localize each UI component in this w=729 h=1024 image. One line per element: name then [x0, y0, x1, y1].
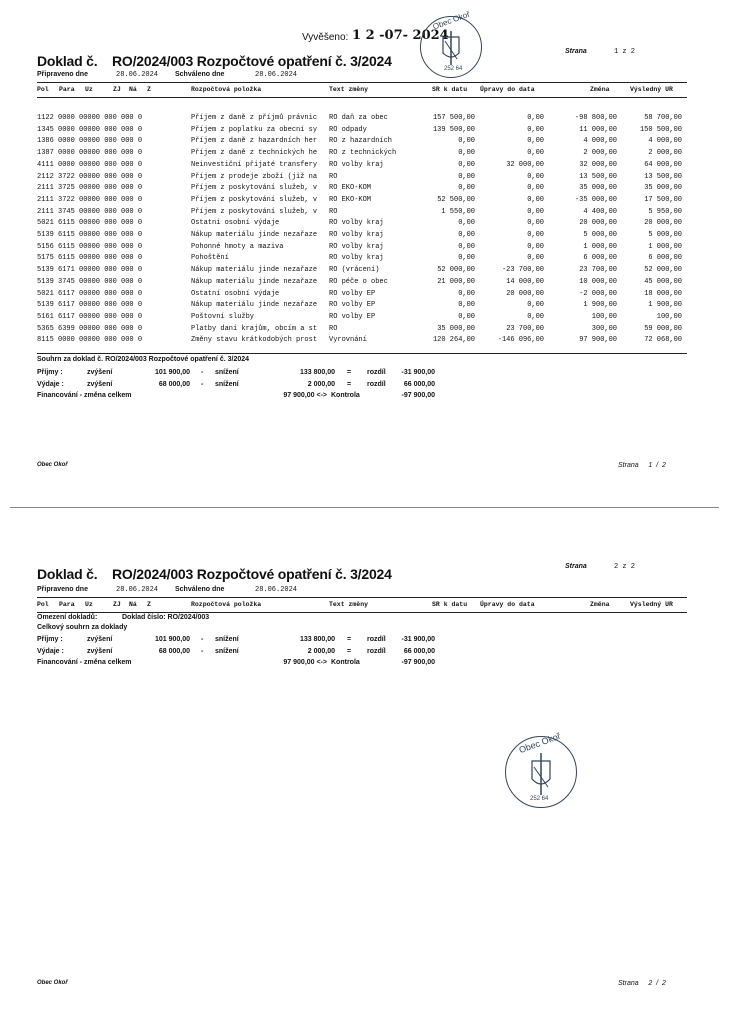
cell-zmena: 4 400,00 — [583, 207, 617, 216]
col-pol: Pol — [37, 601, 49, 608]
cell-zmena: 97 900,00 — [579, 336, 617, 345]
vydaje-rozdil-value: 66 000,00 — [403, 647, 435, 655]
summary-row — [37, 368, 457, 378]
cell-codes: 5021 6117 00000 000 000 0 — [37, 289, 143, 298]
cell-text-zmeny: RO (vrácení) — [329, 266, 380, 275]
table-row — [37, 136, 687, 146]
minus-sign: - — [201, 647, 204, 655]
cell-polozka: Příjem z poplatku za obecní sy — [191, 125, 318, 134]
financovani-value: 97 900,00 <-> — [283, 392, 327, 399]
page1-strana-value: 1 z 2 — [614, 48, 636, 56]
page1-table-header — [37, 86, 687, 96]
cell-sr-k-datu: 120 264,00 — [432, 336, 475, 345]
table-row — [37, 242, 687, 252]
cell-sr-k-datu: 0,00 — [458, 160, 475, 169]
cell-vysledny: 6 000,00 — [648, 254, 682, 263]
col-zmena: Změna — [590, 601, 610, 608]
cell-codes: 8115 0000 00000 000 000 0 — [37, 336, 143, 345]
col-na: Ná — [129, 601, 137, 608]
col-vysledny: Výsledný UR — [630, 86, 673, 93]
cell-sr-k-datu: 0,00 — [458, 149, 475, 158]
cell-sr-k-datu: 0,00 — [458, 172, 475, 181]
prijmy-label: Příjmy : — [37, 636, 63, 643]
cell-zmena: 23 700,00 — [579, 266, 617, 275]
cell-text-zmeny: RO — [329, 324, 338, 333]
cell-text-zmeny: RO EKO-KOM — [329, 195, 372, 204]
page2-approved-date: 28.06.2024 — [255, 586, 298, 594]
cell-vysledny: 18 000,00 — [644, 289, 682, 298]
cell-sr-k-datu: 157 500,00 — [432, 114, 475, 122]
table-row — [37, 312, 687, 322]
cell-codes: 2111 3722 00000 000 000 0 — [37, 195, 143, 204]
minus-sign: - — [201, 636, 204, 643]
table-row — [37, 195, 687, 205]
cell-upravy: 0,00 — [527, 301, 544, 310]
cell-sr-k-datu: 0,00 — [458, 289, 475, 298]
cell-vysledny: 13 500,00 — [644, 172, 682, 181]
prijmy-rozdil-value: -31 900,00 — [401, 636, 435, 643]
cell-text-zmeny: Vyrovnání — [329, 336, 367, 345]
cell-polozka: Nákup materiálu jinde nezařaze — [191, 301, 318, 310]
cell-codes: 2111 3725 00000 000 000 0 — [37, 184, 143, 193]
cell-text-zmeny: RO volby kraj — [329, 254, 384, 263]
cell-zmena: 10 000,00 — [579, 277, 617, 286]
page2-prepared-date: 28.06.2024 — [116, 586, 159, 594]
page2-omezeni-value: Doklad číslo: RO/2024/003 — [122, 614, 210, 621]
page1-approved-date: 28.06.2024 — [255, 71, 298, 79]
cell-sr-k-datu: 0,00 — [458, 137, 475, 146]
cell-codes: 2112 3722 00000 000 000 0 — [37, 172, 143, 181]
page2-footer-left: Obec Okoř — [37, 980, 68, 986]
col-sr-k-datu: SR k datu — [432, 86, 468, 93]
cell-upravy: 0,00 — [527, 195, 544, 204]
page1-summary-title: Souhrn za doklad č. RO/2024/003 Rozpočtové opatření č. 3/2024 — [37, 356, 250, 363]
page2-celkovy-souhrn: Celkový souhrn za doklady — [37, 624, 128, 631]
cell-codes: 4111 0000 00000 000 000 0 — [37, 160, 143, 169]
page2-omezeni-label: Omezení dokladů: — [37, 614, 98, 621]
cell-upravy: 0,00 — [527, 137, 544, 146]
equals-sign: = — [347, 636, 352, 643]
col-zmena: Změna — [590, 86, 610, 93]
cell-zmena: -2 000,00 — [579, 289, 617, 298]
cell-vysledny: 72 068,00 — [644, 336, 682, 345]
cell-zmena: 100,00 — [591, 312, 617, 321]
col-zj: ZJ — [113, 601, 121, 608]
table-row — [37, 335, 687, 345]
cell-vysledny: 17 500,00 — [644, 195, 682, 204]
table-row — [37, 113, 687, 123]
cell-codes: 5139 6117 00000 000 000 0 — [37, 301, 143, 310]
cell-codes: 5161 6117 00000 000 000 0 — [37, 312, 143, 321]
equals-sign: = — [347, 380, 352, 388]
kontrola-value: -97 900,00 — [401, 659, 435, 666]
stamp-code-text: 252 64 — [444, 66, 463, 72]
col-para: Para — [59, 86, 75, 93]
equals-sign: = — [347, 647, 352, 655]
prijmy-zvyseni-value: 101 900,00 — [154, 369, 190, 376]
cell-sr-k-datu: 139 500,00 — [432, 125, 475, 134]
cell-sr-k-datu: 0,00 — [458, 242, 475, 251]
table-row — [37, 207, 687, 217]
cell-polozka: Nákup materiálu jinde nezařaze — [191, 266, 318, 275]
cell-upravy: 0,00 — [527, 125, 544, 134]
vydaje-rozdil-label: rozdíl — [367, 647, 386, 655]
summary-row — [37, 635, 457, 645]
col-na: Ná — [129, 86, 137, 93]
stamp-top-text: Obec Okoř — [431, 9, 472, 32]
table-row — [37, 160, 687, 170]
page2-title: RO/2024/003 Rozpočtové opatření č. 3/2024 — [112, 566, 392, 582]
cell-polozka: Příjem z poskytování služeb, v — [191, 195, 318, 204]
cell-polozka: Příjem z daně z technických he — [191, 149, 318, 158]
col-uz: Uz — [85, 601, 93, 608]
financovani-label: Financování - změna celkem — [37, 392, 132, 399]
cell-vysledny: 4 000,00 — [648, 137, 682, 146]
cell-vysledny: 5 000,00 — [648, 231, 682, 239]
prijmy-zvyseni-value: 101 900,00 — [154, 636, 190, 643]
cell-zmena: 6 000,00 — [583, 254, 617, 263]
cell-text-zmeny: RO — [329, 207, 338, 216]
page2-table-header — [37, 601, 687, 611]
vydaje-zvyseni-label: zvýšení — [87, 380, 113, 388]
cell-sr-k-datu: 52 500,00 — [437, 195, 475, 204]
table-row — [37, 277, 687, 287]
cell-upravy: 0,00 — [527, 312, 544, 321]
cell-text-zmeny: RO odpady — [329, 125, 367, 134]
cell-text-zmeny: RO EKO-KOM — [329, 184, 372, 193]
prijmy-zvyseni-label: zvýšení — [87, 636, 113, 643]
cell-sr-k-datu: 21 000,00 — [437, 277, 475, 286]
cell-text-zmeny: RO péče o obec — [329, 277, 388, 286]
cell-vysledny: 45 000,00 — [644, 277, 682, 286]
col-rozpoctova-polozka: Rozpočtová položka — [191, 86, 262, 93]
kontrola-label: Kontrola — [331, 659, 360, 666]
cell-text-zmeny: RO volby kraj — [329, 219, 384, 228]
cell-polozka: Příjem z poskytování služeb, v — [191, 184, 318, 193]
cell-vysledny: 100,00 — [656, 312, 682, 321]
cell-codes: 1345 0000 00000 000 000 0 — [37, 125, 143, 134]
col-sr-k-datu: SR k datu — [432, 601, 468, 608]
cell-upravy: 0,00 — [527, 207, 544, 216]
stamp-2-code-text: 252 64 — [530, 796, 549, 802]
table-row — [37, 172, 687, 182]
vydaje-snizeni-label: snížení — [215, 647, 239, 655]
financovani-value: 97 900,00 <-> — [283, 659, 327, 666]
financovani-label: Financování - změna celkem — [37, 659, 132, 666]
cell-codes: 5175 6115 00000 000 000 0 — [37, 254, 143, 263]
cell-polozka: Pohoštění — [191, 254, 229, 263]
cell-upravy: 0,00 — [527, 172, 544, 181]
cell-upravy: 0,00 — [527, 149, 544, 158]
cell-zmena: 35 000,00 — [579, 184, 617, 193]
cell-text-zmeny: RO volby EP — [329, 312, 376, 321]
cell-upravy: 0,00 — [527, 231, 544, 239]
cell-codes: 5021 6115 00000 000 000 0 — [37, 219, 143, 228]
cell-codes: 5139 3745 00000 000 000 0 — [37, 277, 143, 286]
cell-codes: 5365 6399 00000 000 000 0 — [37, 324, 143, 333]
posted-label: Vyvěšeno: — [302, 32, 349, 43]
col-upravy: Úpravy do data — [480, 601, 535, 608]
cell-text-zmeny: RO daň za obec — [329, 114, 388, 122]
page2-approved-label: Schváleno dne — [175, 586, 225, 593]
cell-vysledny: 59 000,00 — [644, 324, 682, 333]
page2-footer-right: Strana 2 / 2 — [618, 980, 666, 987]
vydaje-snizeni-label: snížení — [215, 380, 239, 388]
vydaje-zvyseni-label: zvýšení — [87, 647, 113, 655]
cell-upravy: 0,00 — [527, 242, 544, 251]
cell-vysledny: 64 000,00 — [644, 160, 682, 169]
kontrola-label: Kontrola — [331, 392, 360, 399]
cell-upravy: 20 000,00 — [506, 289, 544, 298]
cell-upravy: 0,00 — [527, 114, 544, 122]
cell-vysledny: 150 500,00 — [639, 125, 682, 134]
table-row — [37, 125, 687, 135]
table-row — [37, 183, 687, 193]
page1-title-prefix: Doklad č. — [37, 53, 98, 69]
cell-polozka: Příjem z daně z příjmů právnic — [191, 114, 318, 122]
page1-title: RO/2024/003 Rozpočtové opatření č. 3/2024 — [112, 53, 392, 69]
cell-vysledny: 52 000,00 — [644, 266, 682, 275]
prijmy-snizeni-value: 133 800,00 — [299, 636, 335, 643]
vydaje-zvyseni-value: 68 000,00 — [158, 380, 190, 388]
cell-polozka: Platby daní krajům, obcím a st — [191, 324, 318, 333]
minus-sign: - — [201, 380, 204, 388]
col-text-zmeny: Text změny — [329, 601, 369, 608]
cell-zmena: 1 900,00 — [583, 301, 617, 310]
cell-text-zmeny: RO volby kraj — [329, 160, 384, 169]
page2-title-prefix: Doklad č. — [37, 566, 98, 582]
page1-prepared-date: 28.06.2024 — [116, 71, 159, 79]
page1-approved-label: Schváleno dne — [175, 71, 225, 78]
page1-prepared-label: Připraveno dne — [37, 71, 88, 78]
vydaje-zvyseni-value: 68 000,00 — [158, 647, 190, 655]
cell-vysledny: 1 900,00 — [648, 301, 682, 310]
prijmy-snizeni-value: 133 800,00 — [299, 369, 335, 376]
table-row — [37, 148, 687, 158]
prijmy-rozdil-label: rozdíl — [367, 369, 386, 376]
cell-text-zmeny: RO z hazardních — [329, 137, 393, 146]
vydaje-rozdil-value: 66 000,00 — [403, 380, 435, 388]
cell-sr-k-datu: 0,00 — [458, 219, 475, 228]
cell-text-zmeny: RO volby kraj — [329, 231, 384, 239]
cell-vysledny: 5 950,00 — [648, 207, 682, 216]
col-z: Z — [147, 86, 151, 93]
cell-zmena: 5 000,00 — [583, 231, 617, 239]
cell-text-zmeny: RO volby EP — [329, 289, 376, 298]
cell-vysledny: 1 000,00 — [648, 242, 682, 251]
cell-codes: 1386 0000 00000 000 000 0 — [37, 137, 143, 146]
col-zj: ZJ — [113, 86, 121, 93]
prijmy-rozdil-label: rozdíl — [367, 636, 386, 643]
cell-polozka: Příjem z poskytování služeb, v — [191, 207, 318, 216]
vydaje-snizeni-value: 2 000,00 — [307, 647, 335, 655]
col-z: Z — [147, 601, 151, 608]
cell-codes: 1122 0000 00000 000 000 0 — [37, 114, 143, 122]
summary-row — [37, 658, 457, 668]
cell-codes: 2111 3745 00000 000 000 0 — [37, 207, 143, 216]
cell-upravy: 23 700,00 — [506, 324, 544, 333]
cell-zmena: -98 800,00 — [574, 114, 617, 122]
prijmy-snizeni-label: snížení — [215, 636, 239, 643]
cell-zmena: 13 500,00 — [579, 172, 617, 181]
cell-vysledny: 2 000,00 — [648, 149, 682, 158]
vydaje-label: Výdaje : — [37, 380, 64, 388]
table-row — [37, 289, 687, 299]
cell-polozka: Příjem z prodeje zboží (již na — [191, 172, 318, 181]
table-row — [37, 230, 687, 240]
kontrola-value: -97 900,00 — [401, 392, 435, 399]
prijmy-label: Příjmy : — [37, 369, 63, 376]
cell-sr-k-datu: 0,00 — [458, 254, 475, 263]
page1-footer-right: Strana 1 / 2 — [618, 462, 666, 469]
cell-zmena: 1 000,00 — [583, 242, 617, 251]
col-pol: Pol — [37, 86, 49, 93]
prijmy-zvyseni-label: zvýšení — [87, 369, 113, 376]
table-row — [37, 324, 687, 334]
cell-upravy: 0,00 — [527, 219, 544, 228]
cell-polozka: Příjem z daně z hazardních her — [191, 137, 318, 146]
cell-zmena: 4 000,00 — [583, 137, 617, 146]
cell-zmena: -35 000,00 — [574, 195, 617, 204]
page1-footer-left: Obec Okoř — [37, 462, 68, 468]
prijmy-rozdil-value: -31 900,00 — [401, 369, 435, 376]
cell-polozka: Ostatní osobní výdaje — [191, 289, 280, 298]
table-row — [37, 300, 687, 310]
cell-polozka: Ostatní osobní výdaje — [191, 219, 280, 228]
vydaje-label: Výdaje : — [37, 647, 64, 655]
cell-text-zmeny: RO — [329, 172, 338, 181]
cell-sr-k-datu: 0,00 — [458, 184, 475, 193]
vydaje-rozdil-label: rozdíl — [367, 380, 386, 388]
cell-vysledny: 35 000,00 — [644, 184, 682, 193]
col-text-zmeny: Text změny — [329, 86, 369, 93]
cell-zmena: 11 000,00 — [579, 125, 617, 134]
page1-strana-label: Strana — [565, 48, 587, 55]
cell-upravy: -146 096,00 — [497, 336, 544, 345]
cell-text-zmeny: RO volby kraj — [329, 242, 384, 251]
col-rozpoctova-polozka: Rozpočtová položka — [191, 601, 262, 608]
cell-text-zmeny: RO volby EP — [329, 301, 376, 310]
cell-polozka: Pohonné hmoty a maziva — [191, 242, 284, 251]
cell-sr-k-datu: 0,00 — [458, 312, 475, 321]
cell-codes: 5156 6115 00000 000 000 0 — [37, 242, 143, 251]
table-row — [37, 253, 687, 263]
cell-codes: 5139 6171 00000 000 000 0 — [37, 266, 143, 275]
cell-polozka: Neinvestiční přijaté transfery — [191, 160, 318, 169]
cell-zmena: 300,00 — [591, 324, 617, 333]
cell-sr-k-datu: 1 550,00 — [441, 207, 475, 216]
page2-prepared-label: Připraveno dne — [37, 586, 88, 593]
vydaje-snizeni-value: 2 000,00 — [307, 380, 335, 388]
table-row — [37, 265, 687, 275]
page2-strana-value: 2 z 2 — [614, 563, 636, 571]
cell-upravy: 0,00 — [527, 184, 544, 193]
cell-vysledny: 58 700,00 — [644, 114, 682, 122]
table-row — [37, 218, 687, 228]
summary-row — [37, 391, 457, 401]
equals-sign: = — [347, 369, 352, 376]
col-uz: Uz — [85, 86, 93, 93]
stamp-2-top-text: Obec Okoř — [517, 730, 562, 756]
cell-zmena: 20 000,00 — [579, 219, 617, 228]
col-vysledny: Výsledný UR — [630, 601, 673, 608]
cell-upravy: 14 000,00 — [506, 277, 544, 286]
cell-vysledny: 20 000,00 — [644, 219, 682, 228]
cell-sr-k-datu: 0,00 — [458, 231, 475, 239]
cell-upravy: 32 000,00 — [506, 160, 544, 169]
cell-zmena: 2 000,00 — [583, 149, 617, 158]
cell-upravy: -23 700,00 — [501, 266, 544, 275]
minus-sign: - — [201, 369, 204, 376]
posted-date: 1 2 -07- 2024 — [352, 28, 449, 43]
cell-upravy: 0,00 — [527, 254, 544, 263]
page2-strana-label: Strana — [565, 563, 587, 570]
cell-polozka: Poštovní služby — [191, 312, 255, 321]
col-para: Para — [59, 601, 75, 608]
cell-zmena: 32 000,00 — [579, 160, 617, 169]
summary-row — [37, 647, 457, 657]
cell-sr-k-datu: 52 000,00 — [437, 266, 475, 275]
col-upravy: Úpravy do data — [480, 86, 535, 93]
cell-polozka: Změny stavu krátkodobých prost — [191, 336, 318, 345]
cell-codes: 1387 0000 00000 000 000 0 — [37, 149, 143, 158]
cell-codes: 5139 6115 00000 000 000 0 — [37, 231, 143, 239]
prijmy-snizeni-label: snížení — [215, 369, 239, 376]
summary-row — [37, 380, 457, 390]
cell-polozka: Nákup materiálu jinde nezařaze — [191, 231, 318, 239]
cell-sr-k-datu: 0,00 — [458, 301, 475, 310]
cell-polozka: Nákup materiálu jinde nezařaze — [191, 277, 318, 286]
cell-sr-k-datu: 35 000,00 — [437, 324, 475, 333]
cell-text-zmeny: RO z technických — [329, 149, 397, 158]
